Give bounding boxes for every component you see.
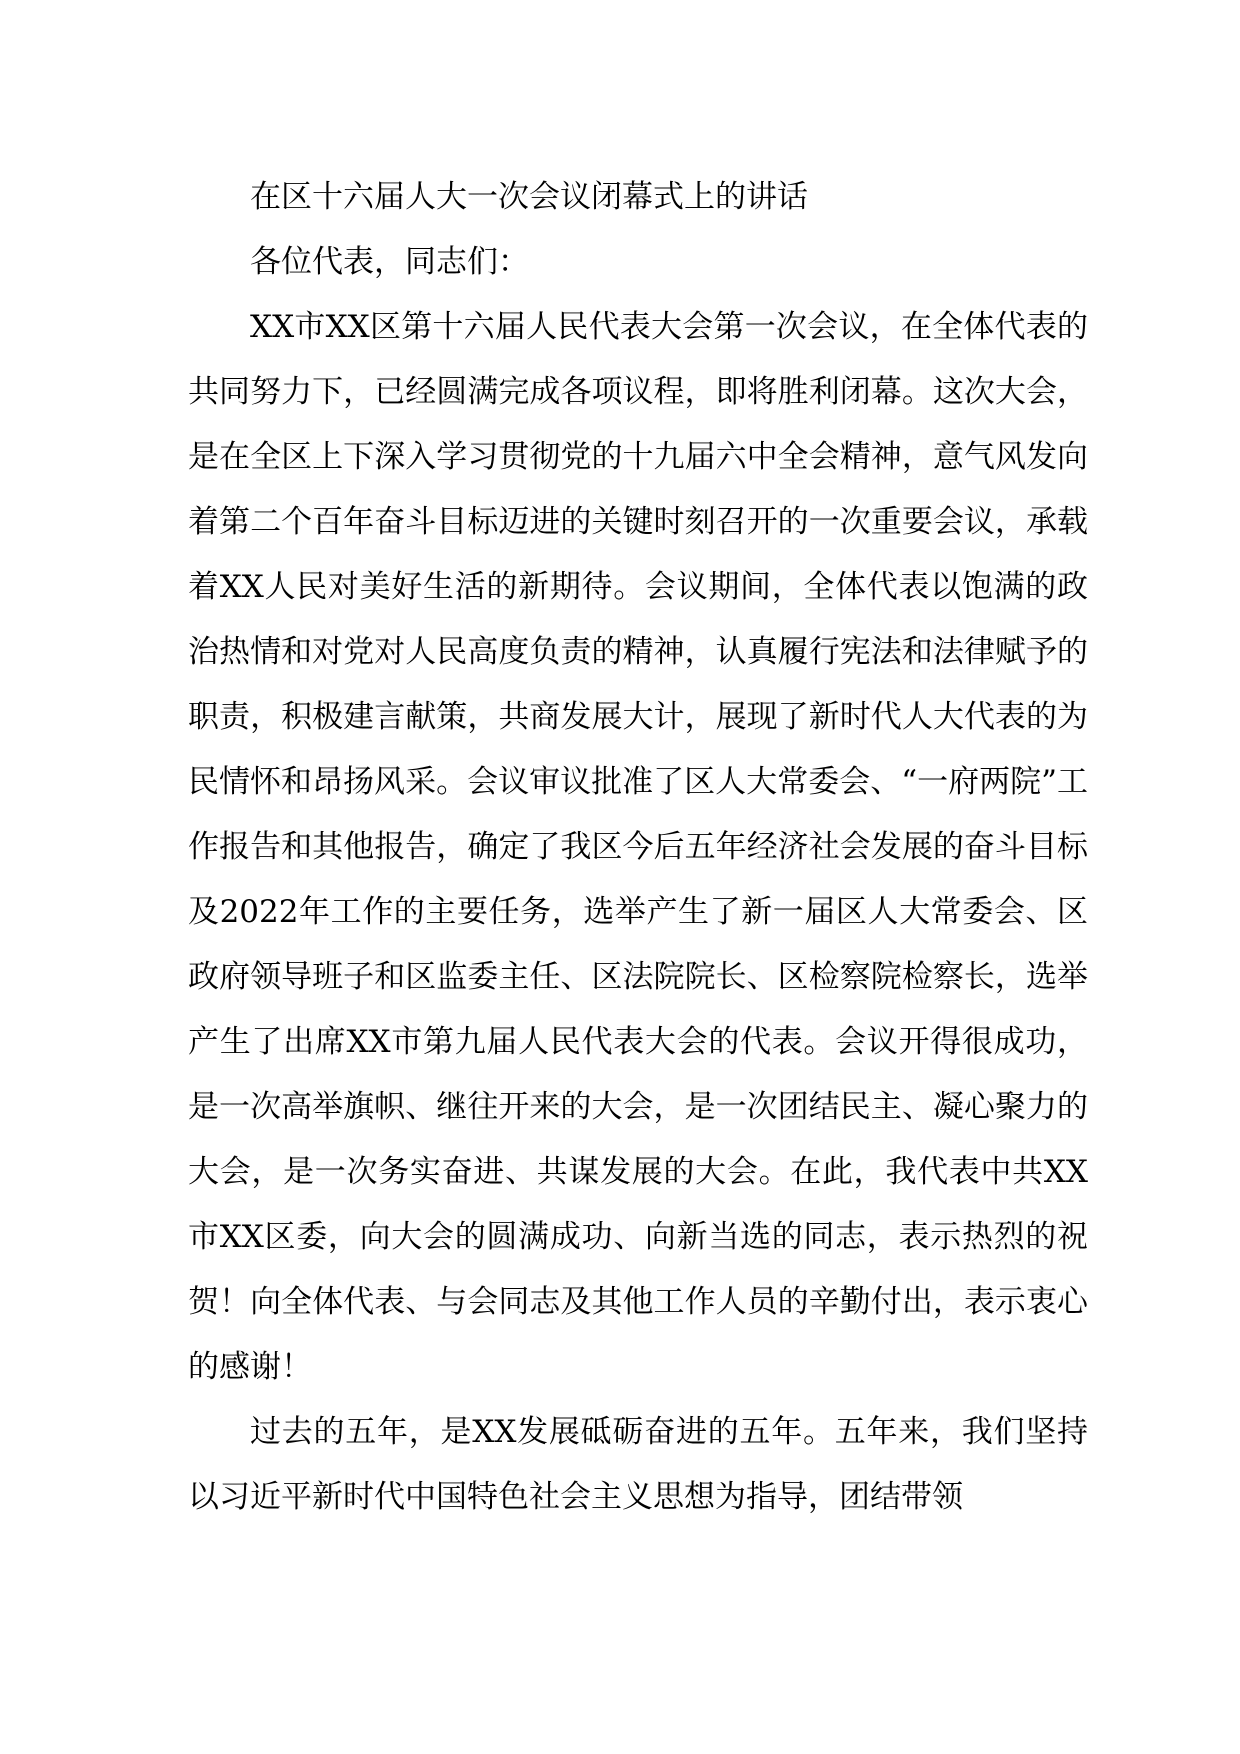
paragraph-past-five-years: 过去的五年，是XX发展砥砺奋进的五年。五年来，我们坚持以习近平新时代中国特色社会主义思想为指导，团结带领	[188, 1414, 1088, 1515]
document-body	[188, 165, 1088, 1530]
salutation: 各位代表，同志们：	[250, 244, 529, 280]
paragraph-opening: XX市XX区第十六届人民代表大会第一次会议，在全体代表的共同努力下，已经圆满完成各项议程，即将胜利闭幕。这次大会，是在全区上下深入学习贯彻党的十九届六中全会精神，意气风发向着第二个百年奋斗目标迈进的关键时刻召开的一次重要会议，承载着XX人民对美好生活的新期待。会议期间，全体代表以饱满的政治热情和对党对人民高度负责的精神，认真履行宪法和法律赋予的职责，积极建言献策，共商发展大计，展现了新时代人大代表的为民情怀和昂扬风采。会议审议批准了区人大常委会、“一府两院”工作报告和其他报告，确定了我区今后五年经济社会发展的奋斗目标及2022年工作的主要任务，选举产生了新一届区人大常委会、区政府领导班子和区监委主任、区法院院长、区检察院检察长，选举产生了出席XX市第九届人民代表大会的代表。会议开得很成功，是一次高举旗帜、继往开来的大会，是一次团结民主、凝心聚力的大会，是一次务实奋进、共谋发展的大会。在此，我代表中共XX市XX区委，向大会的圆满成功、向新当选的同志，表示热烈的祝贺！向全体代表、与会同志及其他工作人员的辛勤付出，表示衷心的感谢！	[188, 309, 1088, 1385]
document-title: 在区十六届人大一次会议闭幕式上的讲话	[250, 179, 808, 215]
